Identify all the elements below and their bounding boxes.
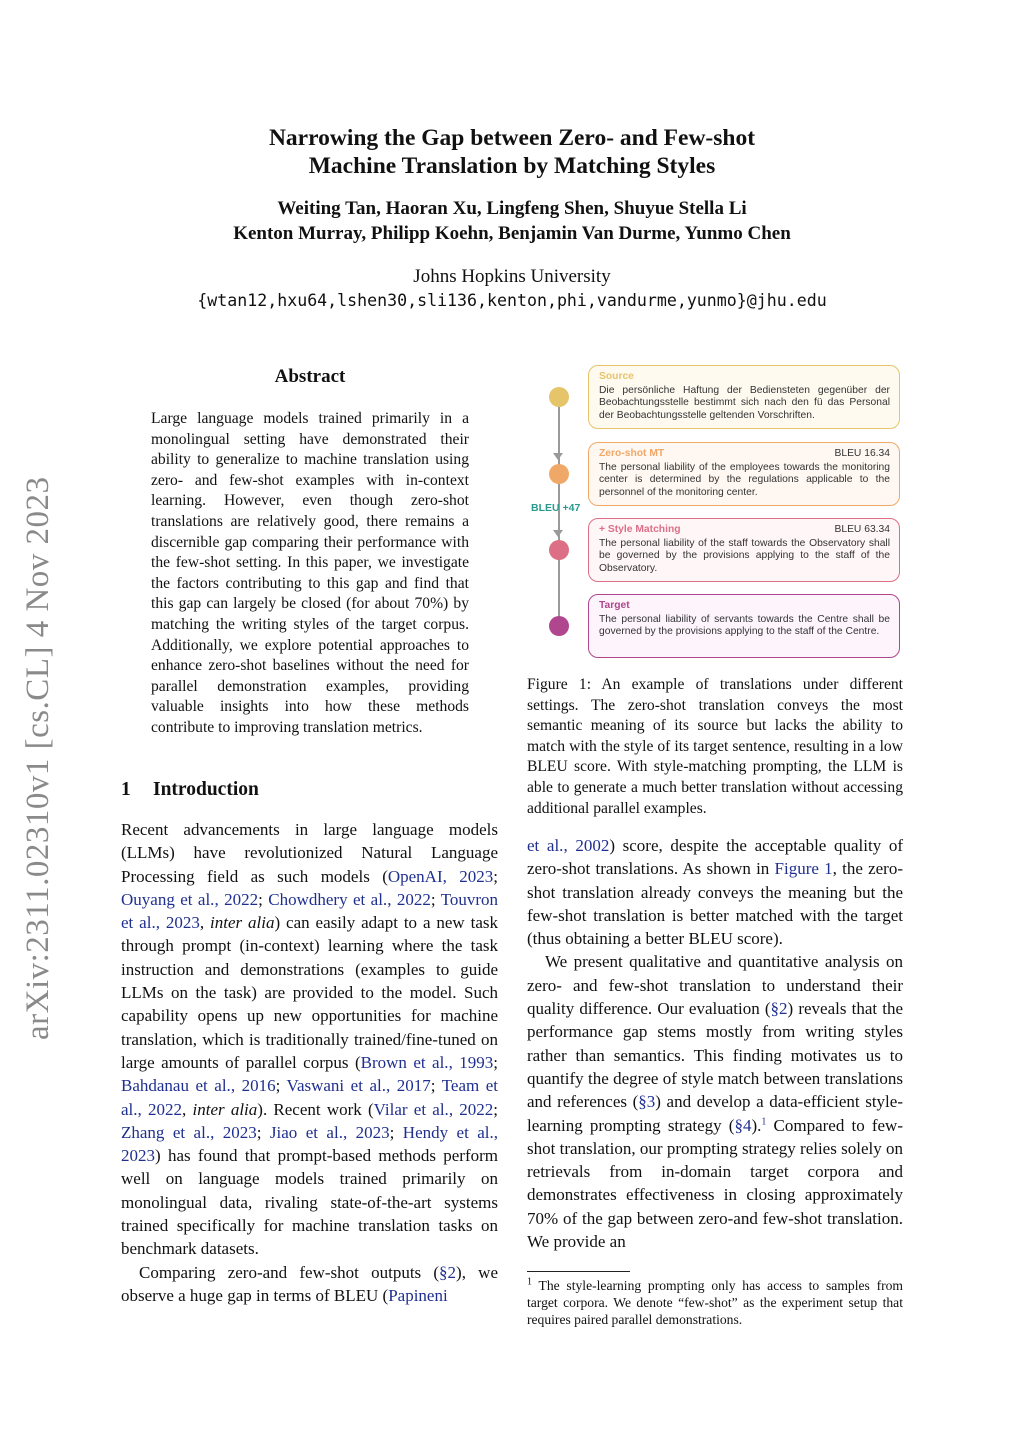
right-paragraph-1 (527, 834, 903, 950)
text-run: ) has found that prompt-based methods perform well on language models trained primarily on monolingual data, rivaling state-of-the-art systems trained specifically for machine translation tasks on benchmark datasets. (121, 1146, 498, 1259)
text-run: We present qualitative and quantitative analysis on zero- and few-shot translation to understand their quality difference. Our evaluation ( (527, 952, 903, 1019)
text-run: ). (751, 1115, 762, 1135)
affiliation: Johns Hopkins University (413, 266, 611, 287)
inter-alia: inter alia (192, 1099, 258, 1119)
citation-hendy[interactable]: Hendy et al., 2023 (121, 1122, 499, 1166)
citation-papineni[interactable]: Papineni (388, 1285, 448, 1305)
zero-shot-dot (549, 464, 569, 484)
text-run: ) can easily adapt to a new task through prompt (in-context) learning where the task instruction and demonstrations (examples to guide LLMs on the task) are provided to the model. Such capability opens up new opportunities for machine translation, which is traditionally trained/fine-tuned on large amounts of parallel corpus ( (121, 913, 499, 1072)
citation-team[interactable]: Team et al., 2022 (121, 1076, 499, 1119)
figure-ref-1[interactable]: Figure 1 (774, 859, 833, 879)
text-run: ). Recent work ( (257, 1099, 374, 1119)
text-run: , the zero-shot translation already conveys the meaning but the few-shot translation is better matched with the target (thus obtaining a better BLEU score). (527, 859, 904, 949)
citation-vilar[interactable]: Vilar et al., 2022 (373, 1099, 494, 1119)
style-matching-dot (549, 540, 569, 560)
intro-paragraph-1: Recent advancements in large language models (LLMs) have revolutionized Natural Language Processing field as such models (OpenAI, 2023; Ouyang et al., 2022; Chowdhery et al., 2022; Touvron et al., 2023, inter alia) can easily adapt to a new task through prompt (in-context) learning where the task instruction and demonstrations (examples to guide LLMs on the task) are provided to the model. Such capability opens up new opportunities for machine translation, which is traditionally trained/fine-tuned on large amounts of parallel corpus (Brown et al., 1993; Bahdanau et al., 2016; Vaswani et al., 2017; Team et al., 2022, inter alia). Recent work (Vilar et al., 2022; Zhang et al., 2023; Jiao et al., 2023; Hendy et al., 2023) has found that prompt-based methods perform well on language models trained primarily on monolingual data, rivaling state-of-the-art systems trained specifically for machine translation tasks on benchmark datasets. (121, 820, 499, 1259)
footnote-divider (527, 1271, 630, 1272)
citation-brown[interactable]: Brown et al., 1993 (360, 1052, 494, 1072)
text-run: ) and develop a data-efficient style-learning prompting strategy ( (527, 1092, 903, 1135)
citation-papineni-cont[interactable]: et al., 2002 (527, 836, 610, 855)
introduction-body (121, 818, 498, 1307)
zero-shot-card (588, 442, 900, 506)
citation-zhang[interactable]: Zhang et al., 2023 (121, 1122, 257, 1142)
card-label: Source (599, 371, 634, 382)
section-ref-3[interactable]: §3 (638, 1092, 656, 1112)
card-text: The personal liability of the employees towards the monitoring center is determined by the regulations applicable to the personnel of the monitoring center. (599, 461, 890, 498)
abstract-heading: Abstract (274, 366, 346, 387)
citation-vaswani[interactable]: Vaswani et al., 2017 (286, 1076, 431, 1096)
citation-openai[interactable]: OpenAI, 2023 (387, 866, 494, 886)
citation-touvron[interactable]: Touvron et al., 2023 (121, 889, 499, 933)
authors-line-2: Kenton Murray, Philipp Koehn, Benjamin Van Durme, Yunmo Chen (233, 223, 791, 244)
section-number: 1 (121, 779, 131, 800)
right-paragraph-2 (527, 950, 903, 1253)
section-heading-introduction (121, 779, 259, 801)
text-run: Recent advancements in large language models (LLMs) have revolutionized Natural Language Processing field as such models ( (121, 820, 498, 886)
card-text: Die persönliche Haftung der Bediensteten gegenüber der Beobachtungsstelle bestimmt sich nach den fü das Personal der Beobachtungsstelle geltenden Vorschriften. (599, 384, 890, 421)
text-run: Compared to few-shot translation, our prompting strategy relies solely on retrievals from in-domain target corpora and demonstrates effectiveness in closing approximately 70% of the gap between zero-and few-shot translation. We provide an (527, 1115, 903, 1252)
card-label: Target (599, 600, 630, 611)
text-run: ) reveals that the performance gap stems mostly from writing styles rather than semantics. This finding motivates us to quantify the degree of style match between translations and references ( (527, 999, 903, 1112)
citation-ouyang[interactable]: Ouyang et al., 2022 (121, 889, 259, 909)
text-run: ), we observe a huge gap in terms of BLEU ( (121, 1262, 498, 1305)
style-matching-card (588, 518, 900, 582)
text-run: ) score, despite the acceptable quality of zero-shot translations. As shown in (527, 836, 904, 879)
card-label: Zero-shot MT (599, 448, 665, 459)
target-dot (549, 616, 569, 636)
citation-jiao[interactable]: Jiao et al., 2023 (269, 1122, 390, 1142)
text-run: Comparing zero-and few-shot outputs ( (139, 1262, 440, 1282)
card-score: BLEU 63.34 (834, 524, 890, 535)
source-dot (549, 387, 569, 407)
section-title: Introduction (153, 779, 259, 800)
intro-paragraph-2 (121, 1261, 498, 1308)
card-text: The personal liability of servants towards the Centre shall be governed by the provisions applying to the staff of the Centre. (599, 613, 890, 638)
right-column-body (527, 834, 903, 1253)
section-ref-2[interactable]: §2 (439, 1262, 457, 1282)
authors (120, 196, 904, 246)
arrow-down-icon (553, 530, 563, 537)
source-card (588, 365, 900, 429)
authors-line-1: Weiting Tan, Haoran Xu, Lingfeng Shen, Shuyue Stella Li (277, 198, 747, 219)
footnote (527, 1277, 903, 1328)
footnote-text: The style-learning prompting only has access to samples from target corpora. We denote “few-shot” as the experiment setup that requires paired parallel demonstrations. (527, 1278, 903, 1327)
card-score: BLEU 16.34 (834, 448, 890, 459)
title-line-1: Narrowing the Gap between Zero- and Few-shot (268, 125, 756, 151)
citation-bahdanau[interactable]: Bahdanau et al., 2016 (121, 1076, 276, 1096)
card-text: The personal liability of the staff towards the Observatory shall be governed by the provisions applying to the staff of the Observatory. (599, 537, 890, 574)
card-label: + Style Matching (599, 524, 681, 535)
bleu-gain-label: BLEU +47 (531, 502, 581, 514)
title-line-2: Machine Translation by Matching Styles (308, 153, 716, 179)
section-ref-2[interactable]: §2 (770, 999, 788, 1019)
figure-1-caption: Figure 1: An example of translations under different settings. The zero-shot translation conveys the most semantic meaning of its source but lacks the ability to match with the style of its target sentence, resulting in a low BLEU score. With style-matching prompting, the LLM is able to generate a much better translation without accessing additional parallel examples. (527, 676, 903, 817)
arrow-down-icon (553, 453, 563, 460)
footnote-number: 1 (527, 1276, 532, 1288)
inter-alia: inter alia (210, 913, 275, 933)
abstract-text: Large language models trained primarily in a monolingual setting have demonstrated their ability to generalize to machine translation using zero- and few-shot examples with in-context learning. However, even though zero-shot translations are relatively good, there remains a discernible gap comparing their performance with the few-shot setting. In this paper, we investigate the factors contributing to this gap and find that this gap can largely be closed (for about 70%) by matching the writing styles of the target corpus. Additionally, we explore potential approaches to enhance zero-shot baselines without the need for parallel demonstration examples, providing valuable insights into how these methods contribute to improving translation metrics. (151, 410, 469, 736)
section-ref-4[interactable]: §4 (734, 1115, 752, 1135)
author-emails[interactable]: {wtan12,hxu64,lshen30,sli136,kenton,phi,vandurme,yunmo}@jhu.edu (197, 291, 827, 310)
footnote-mark[interactable]: 1 (761, 1115, 767, 1127)
figure-1 (525, 362, 905, 666)
target-card (588, 594, 900, 658)
citation-chowdhery[interactable]: Chowdhery et al., 2022 (268, 889, 431, 909)
paper-title (120, 124, 904, 180)
arxiv-identifier: arXiv:2311.02310v1 [cs.CL] 4 Nov 2023 (20, 476, 56, 1040)
